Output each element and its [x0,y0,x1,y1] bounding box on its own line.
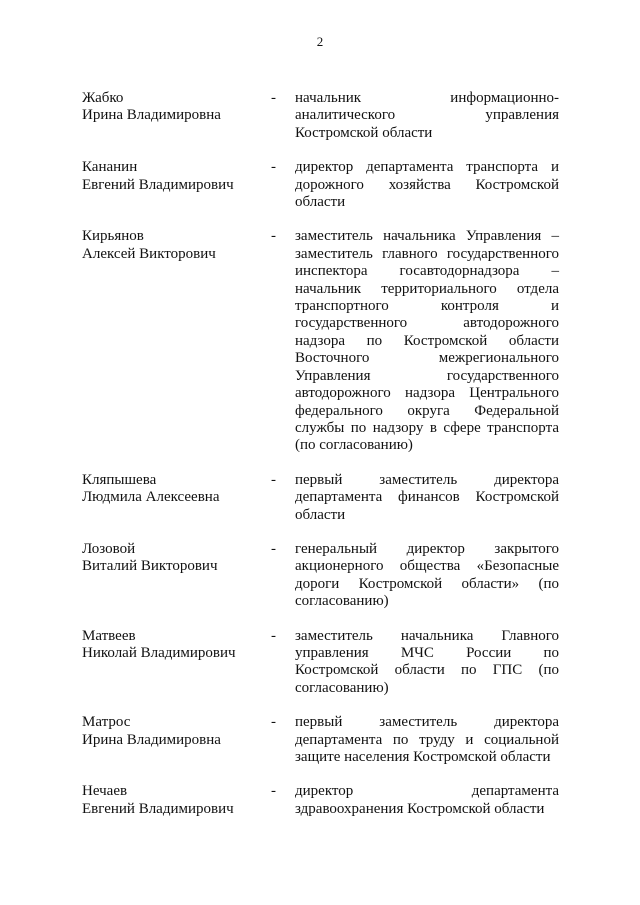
position-line: дорожного хозяйства Костромской [295,176,559,193]
separator-dash: - [271,471,276,488]
separator-dash: - [271,159,276,176]
member-position [295,472,559,524]
position-line: заместитель главного государственного [295,245,559,262]
position-line: начальник территориального отдела [295,280,559,297]
member-name: Лозовой Виталий Викторович [82,540,218,575]
position-line: Костромской области по ГПС (по [295,662,559,679]
position-line: аналитического управления [295,107,559,124]
position-line: области [295,506,346,523]
member-entry-matros [82,714,562,766]
separator-dash: - [271,228,276,245]
position-line: Восточного межрегионального [295,350,559,367]
member-entry-nechaev [82,783,562,818]
member-entry-kananin [82,159,562,211]
position-line: заместитель начальника Управления – [295,228,559,245]
member-position [295,159,559,211]
position-line: директор департамента транспорта и [295,159,559,176]
separator-dash: - [271,90,276,106]
position-line: управления МЧС России по [295,644,559,661]
member-entry-zhabko [82,90,562,142]
separator-dash: - [271,540,276,557]
member-entry-matveev [82,628,562,698]
position-line: Управления государственного [295,367,559,384]
position-line: транспортного контроля и [295,298,559,315]
separator-dash: - [271,627,276,644]
member-name: Кляпышева Людмила Алексеевна [82,471,220,506]
position-line: здравоохранения Костромской области [295,800,545,817]
separator-dash: - [271,783,276,800]
position-line: автодорожного надзора Центрального [295,385,559,402]
position-line: генеральный директор закрытого [295,540,559,557]
page-number: 2 [316,34,324,49]
position-line: службы по надзору в сфере транспорта [295,419,559,436]
member-entry-lozovoy [82,541,562,611]
member-position [295,90,559,142]
position-line: Костромской области [295,124,433,141]
position-line: начальник информационно- [295,90,559,106]
position-line: согласованию) [295,679,389,696]
member-entry-klyapysheva [82,472,562,524]
member-name: Кирьянов Алексей Викторович [82,228,216,262]
position-line: департамента финансов Костромской [295,489,559,506]
member-list [82,90,562,818]
member-name: Жабко Ирина Владимировна [82,90,221,124]
position-line: государственного автодорожного [295,315,559,332]
position-line: директор департамента [295,783,559,800]
position-line: акционерного общества «Безопасные [295,558,559,575]
member-name: Матвеев Николай Владимирович [82,627,236,661]
position-line: области [295,194,346,211]
member-position [295,714,559,766]
position-line: надзора по Костромской области [295,332,559,349]
position-line: дороги Костромской области» (по [295,575,559,592]
position-line: согласованию) [295,593,389,610]
member-name: Нечаев Евгений Владимирович [82,783,234,817]
position-line: защите населения Костромской области [295,749,551,765]
member-entry-kiryanov [82,228,562,454]
separator-dash: - [271,714,276,731]
member-position [295,228,559,454]
position-line: федерального округа Федеральной [295,402,559,419]
position-line: заместитель начальника Главного [295,627,559,644]
position-line: (по согласованию) [295,437,413,454]
member-name: Кананин Евгений Владимирович [82,159,234,193]
position-line: первый заместитель директора [295,714,559,731]
position-line: департамента по труду и социальной [295,731,559,748]
member-position [295,628,559,698]
member-name: Матрос Ирина Владимировна [82,714,221,748]
member-position [295,541,559,611]
position-line: первый заместитель директора [295,471,559,488]
position-line: инспектора госавтодорнадзора – [295,263,559,280]
member-position [295,783,559,818]
